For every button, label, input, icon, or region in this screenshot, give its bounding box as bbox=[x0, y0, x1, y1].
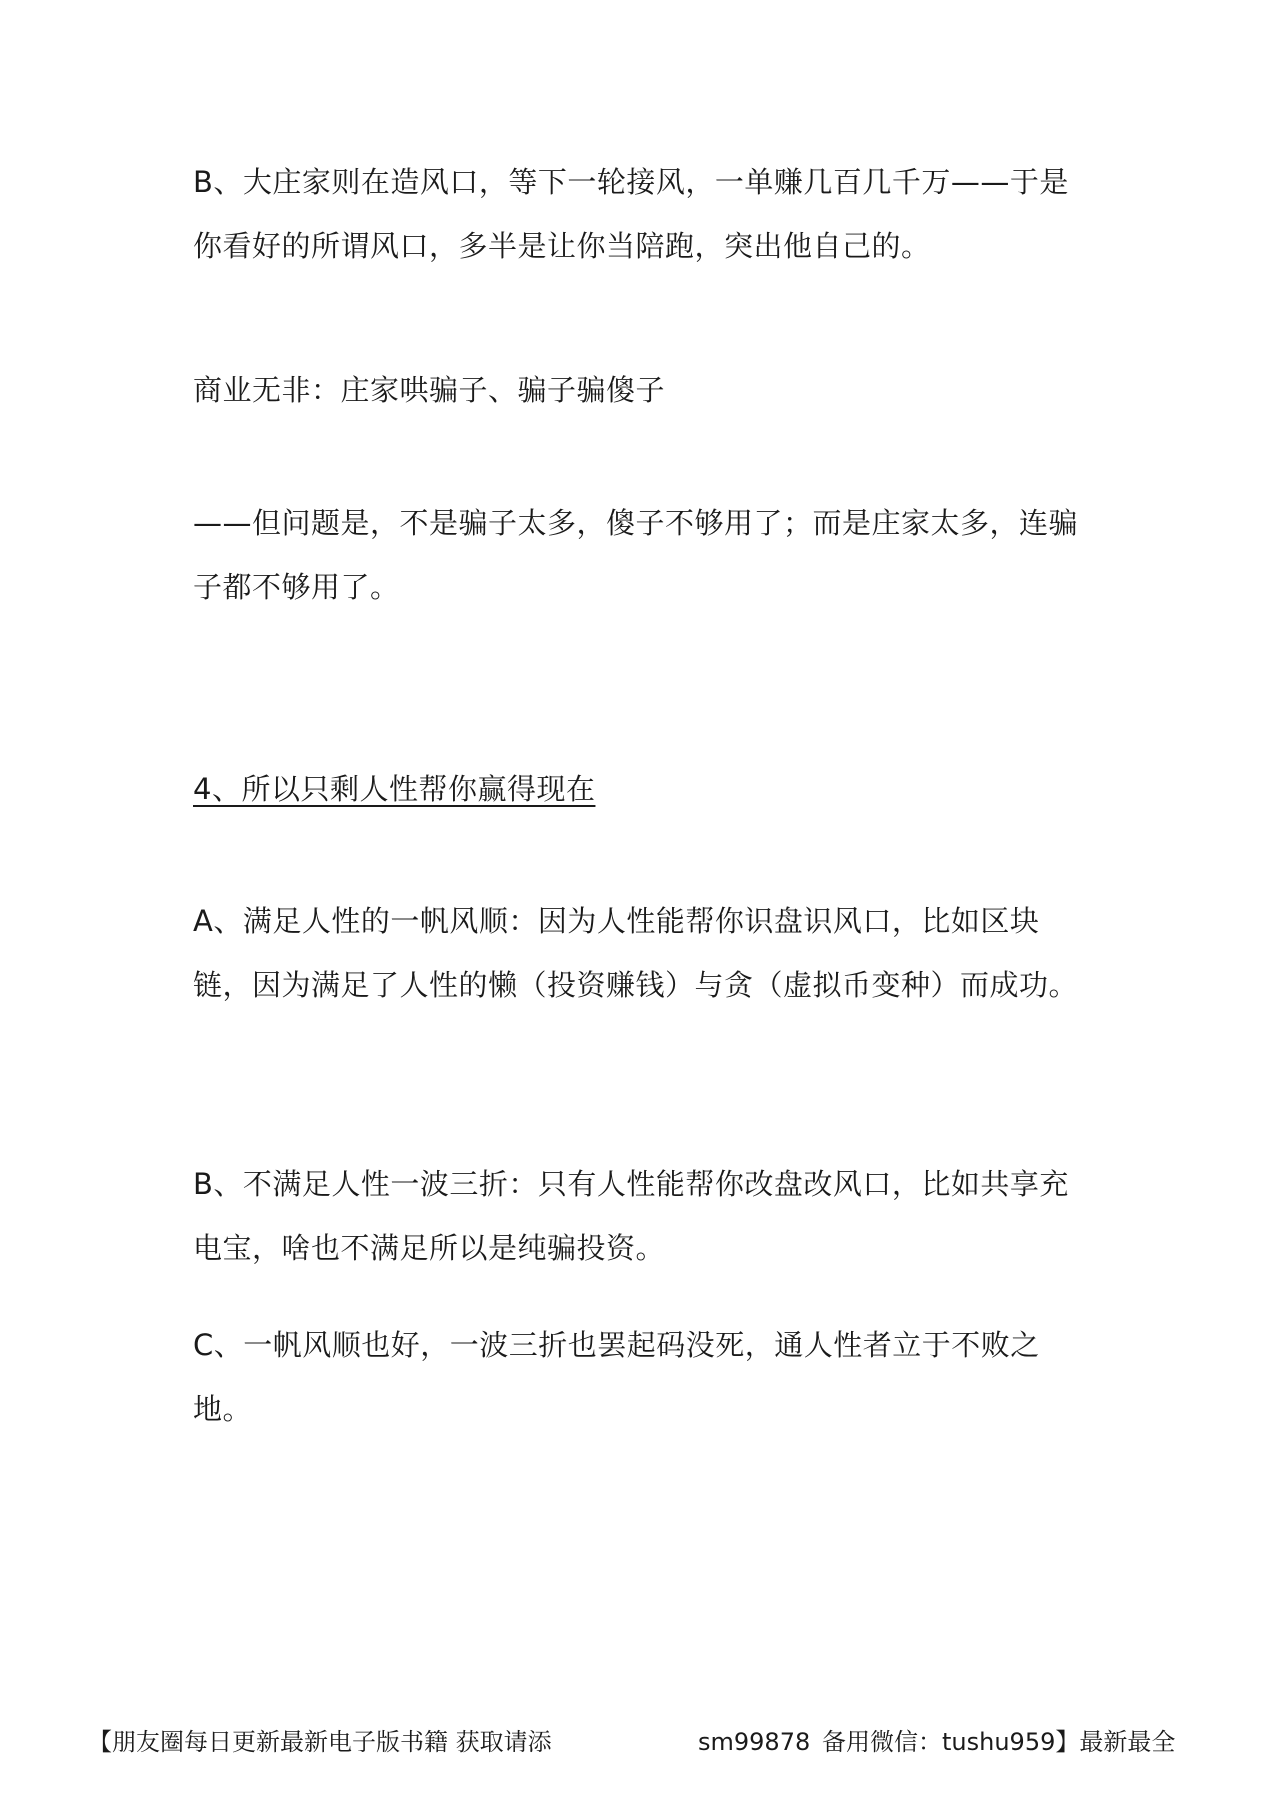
footer-watermark bbox=[88, 1722, 1208, 1762]
paragraph-a-human-nature: A、满足人性的一帆风顺：因为人性能帮你识盘识风口，比如区块链，因为满足了人性的懒（投资赚钱）与贪（虚拟币变种）而成功。 bbox=[193, 904, 1079, 1002]
paragraph-c-conclusion: C、一帆风顺也好，一波三折也罢起码没死，通人性者立于不败之地。 bbox=[193, 1328, 1040, 1426]
footer-right-text: 备用微信：tushu959】最新最全 bbox=[822, 1728, 1176, 1756]
section-heading: 4、所以只剩人性帮你赢得现在 bbox=[193, 772, 596, 806]
paragraph-b-dealer: B、大庄家则在造风口，等下一轮接风，一单赚几百几千万——于是你看好的所谓风口，多半是让你当陪跑，突出他自己的。 bbox=[193, 165, 1069, 263]
paragraph-b-not-satisfied: B、不满足人性一波三折：只有人性能帮你改盘改风口，比如共享充电宝，啥也不满足所以是纯骗投资。 bbox=[193, 1167, 1069, 1265]
paragraph-problem: ——但问题是，不是骗子太多，傻子不够用了；而是庄家太多，连骗子都不够用了。 bbox=[193, 506, 1079, 604]
footer-middle-text: sm99878 bbox=[698, 1728, 811, 1756]
footer-left-text: 【朋友圈每日更新最新电子版书籍 获取请添 bbox=[88, 1728, 552, 1756]
paragraph-business: 商业无非：庄家哄骗子、骗子骗傻子 bbox=[193, 373, 666, 407]
